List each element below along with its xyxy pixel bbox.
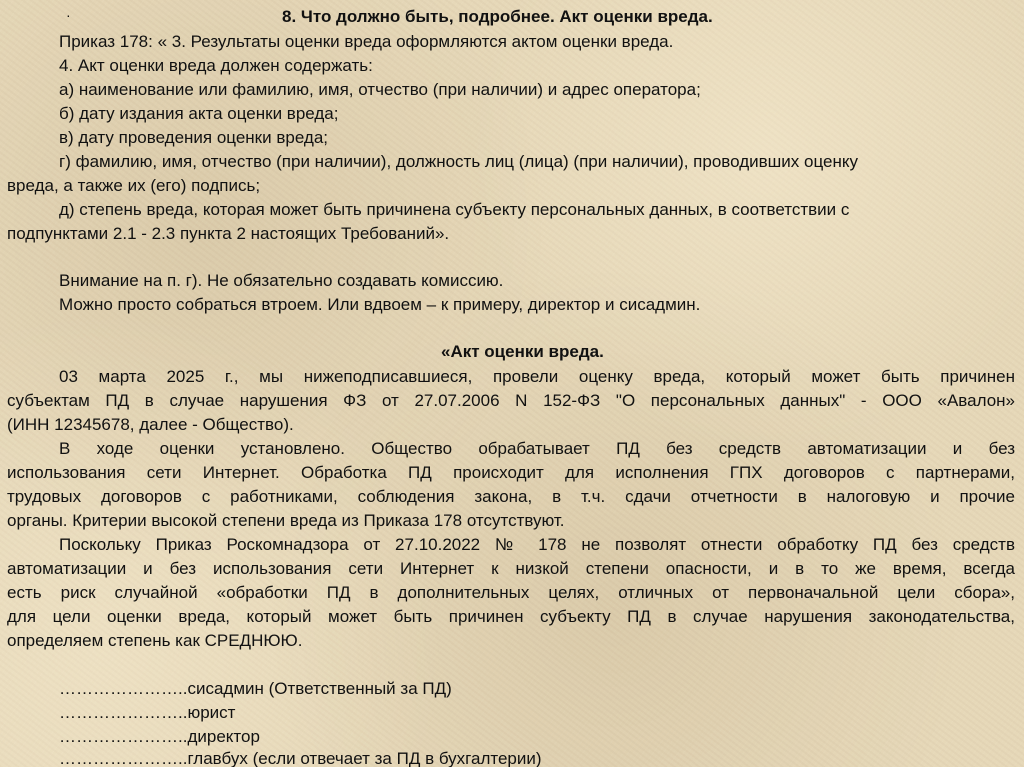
act-paragraph-3 — [7, 533, 1015, 653]
act-p3-line3: есть риск случайной «обработки ПД в дополнительных целях, отличных от первоначальной цели сбора», — [7, 583, 1015, 602]
signature-lawyer: …………………..юрист — [59, 703, 236, 722]
signature-sysadmin: …………………..сисадмин (Ответственный за ПД) — [59, 679, 452, 698]
attention-line2: Можно просто собраться втроем. Или вдвоем – к примеру, директор и сисадмин. — [59, 295, 701, 314]
act-p2-line3: трудовых договоров с работниками, соблюдения закона, в т.ч. сдачи отчетности в налоговую и прочие — [7, 487, 1015, 506]
act-p1-line3: (ИНН 12345678, далее - Общество). — [7, 415, 294, 434]
item-b: б) дату издания акта оценки вреда; — [59, 104, 339, 123]
act-p2-line4: органы. Критерии высокой степени вреда из Приказа 178 отсутствуют. — [7, 511, 565, 530]
act-title: «Акт оценки вреда. — [441, 342, 604, 361]
act-p3-line2: автоматизации и без использования сети Интернет к низкой степени опасности, и в то же время, всегда — [7, 559, 1015, 578]
point-4: 4. Акт оценки вреда должен содержать: — [59, 56, 373, 75]
item-g-line2: вреда, а также их (его) подпись; — [7, 176, 261, 195]
signature-director: …………………..директор — [59, 727, 260, 746]
act-p1-line2: субъектам ПД в случае нарушения ФЗ от 27.07.2006 N 152-ФЗ "О персональных данных" - ООО «Авалон» — [7, 391, 1015, 410]
item-a: а) наименование или фамилию, имя, отчество (при наличии) и адрес оператора; — [59, 80, 701, 99]
bullet-dot: · — [66, 7, 71, 23]
act-p2-line2: использования сети Интернет. Обработка ПД происходит для исполнения ГПХ договоров с партнерами, — [7, 463, 1015, 482]
act-p3-line1: Поскольку Приказ Роскомнадзора от 27.10.2022 № 178 не позволят отнести обработку ПД без средств — [59, 535, 1015, 554]
item-g-line1: г) фамилию, имя, отчество (при наличии), должность лиц (лица) (при наличии), проводивших оценку — [59, 152, 858, 171]
attention-line1: Внимание на п. г). Не обязательно создавать комиссию. — [59, 271, 504, 290]
act-paragraph-1 — [7, 365, 1015, 437]
signature-chief-accountant: …………………..главбух (если отвечает за ПД в бухгалтерии) — [59, 749, 542, 767]
order-intro: Приказ 178: « 3. Результаты оценки вреда оформляются актом оценки вреда. — [59, 32, 674, 51]
item-d-line2: подпунктами 2.1 - 2.3 пункта 2 настоящих Требований». — [7, 224, 450, 243]
act-paragraph-2 — [7, 437, 1015, 533]
item-d-line1: д) степень вреда, которая может быть причинена субъекту персональных данных, в соответствии с — [59, 200, 850, 219]
act-p3-line4: для цели оценки вреда, который может быть причинен субъекту ПД в случае нарушения законодательства, — [7, 607, 1015, 626]
slide-title: 8. Что должно быть, подробнее. Акт оценки вреда. — [282, 7, 713, 26]
act-p2-line1: В ходе оценки установлено. Общество обрабатывает ПД без средств автоматизации и без — [59, 439, 1015, 458]
item-v: в) дату проведения оценки вреда; — [59, 128, 329, 147]
act-p3-line5: определяем степень как СРЕДНЮЮ. — [7, 631, 303, 650]
act-p1-line1: 03 марта 2025 г., мы нижеподписавшиеся, провели оценку вреда, который может быть причинен — [59, 367, 1015, 386]
